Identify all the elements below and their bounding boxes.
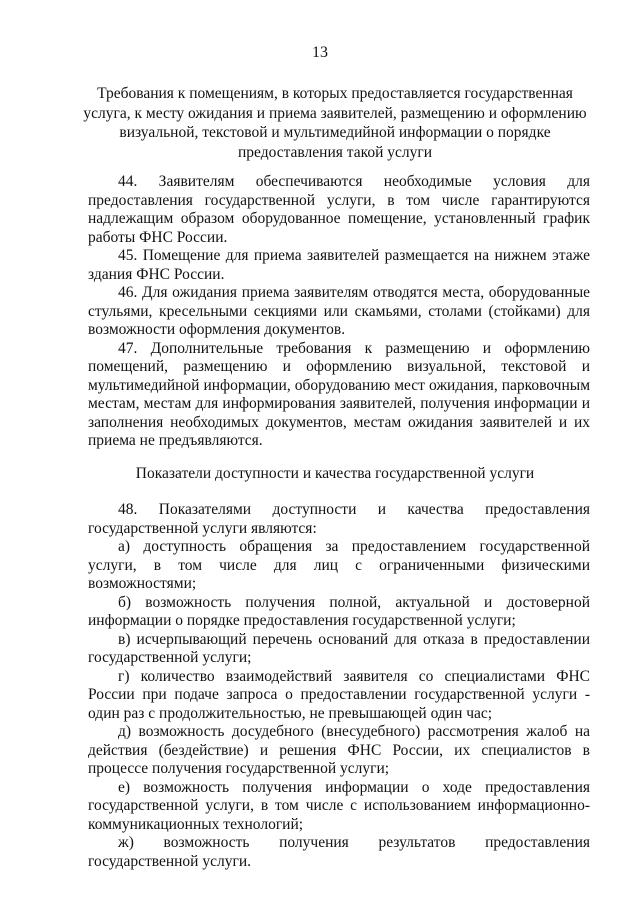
section-body-indicators bbox=[88, 501, 590, 871]
paragraph-44: 44. Заявителям обеспечиваются необходимые условия для предоставления государственной услуги, в том числе гарантируются надлежащим образом оборудованное помещение, установленный график работы ФНС России. bbox=[88, 173, 590, 246]
list-item-d: д) возможность досудебного (внесудебного) рассмотрения жалоб на действия (бездействие) и решения ФНС России, их специалистов в процессе получения государственной услуги; bbox=[88, 723, 590, 777]
list-item-a: а) доступность обращения за предоставлением государственной услуги, в том числе для лиц с ограниченными физическими возможностями; bbox=[88, 538, 590, 592]
section-body-premises bbox=[88, 173, 590, 451]
paragraph-48: 48. Показателями доступности и качества предоставления государственной услуги являются: bbox=[88, 501, 590, 537]
section-heading-indicators: Показатели доступности и качества государственной услуги bbox=[135, 465, 535, 482]
list-item-g: г) количество взаимодействий заявителя со специалистами ФНС России при подаче запроса о предоставлении государственной услуги - один раз с продолжительностью, не превышающей один час; bbox=[88, 667, 590, 722]
section-heading-premises: Требования к помещениям, в которых предоставляется государственная услуга, к месту ожидания и приема заявителей, размещению и оформлению визуальной, текстовой и мультимедийной информации о порядке предоставления такой услуги bbox=[83, 85, 587, 161]
list-item-e: е) возможность получения информации о ходе предоставления государственной услуги, в том числе с использованием информационно-коммуникационных технологий; bbox=[88, 778, 590, 833]
list-item-b: б) возможность получения полной, актуальной и достоверной информации о порядке предоставления государственной услуги; bbox=[88, 593, 590, 629]
paragraph-47: 47. Дополнительные требования к размещению и оформлению помещений, размещению и оформлению визуальной, текстовой и мультимедийной информации, оборудованию мест ожидания, парковочным местам, местам для информирования заявителей, получения информации и заполнения необходимых документов, местам ожидания заявителей и их приема не предъявляются. bbox=[88, 339, 590, 449]
list-item-v: в) исчерпывающий перечень оснований для отказа в предоставлении государственной услуги; bbox=[88, 630, 590, 666]
page-number: 13 bbox=[312, 44, 328, 61]
list-item-zh: ж) возможность получения результатов предоставления государственной услуги. bbox=[88, 834, 590, 870]
paragraph-45: 45. Помещение для приема заявителей размещается на нижнем этаже здания ФНС России. bbox=[88, 247, 590, 283]
paragraph-46: 46. Для ожидания приема заявителям отводятся места, оборудованные стульями, кресельными секциями или скамьями, столами (стойками) для возможности оформления документов. bbox=[88, 284, 590, 338]
